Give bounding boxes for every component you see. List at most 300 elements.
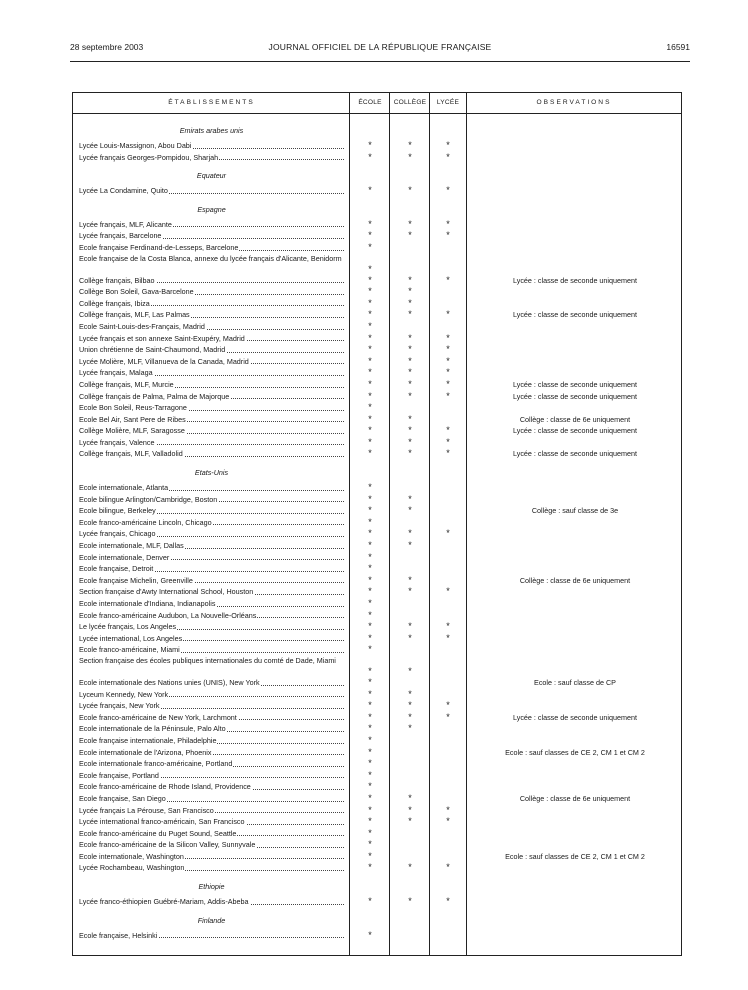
establishment-name	[79, 552, 344, 564]
table-row	[73, 286, 681, 298]
lycee-mark: *	[446, 344, 450, 355]
ecole-mark: *	[368, 390, 372, 401]
establishment-name	[79, 621, 344, 633]
ecole-mark: *	[368, 367, 372, 378]
table-row	[73, 677, 681, 689]
college-mark: *	[408, 665, 412, 676]
establishment-name	[79, 309, 344, 321]
page-number: 16591	[666, 42, 690, 52]
college-mark: *	[408, 297, 412, 308]
ecole-mark: *	[368, 402, 372, 413]
lycee-mark: *	[446, 230, 450, 241]
establishment-name	[79, 402, 344, 414]
establishment-name	[79, 333, 344, 345]
col-header-lycee: LYCÉE	[436, 99, 460, 106]
establishment-label: Lycée français La Pérouse, San Francisco	[79, 805, 214, 815]
establishment-name	[79, 563, 344, 575]
ecole-mark: *	[368, 827, 372, 838]
lycee-mark: *	[446, 185, 450, 196]
establishment-name	[79, 414, 344, 426]
college-mark: *	[408, 309, 412, 320]
ecole-mark: *	[368, 355, 372, 366]
establishment-label: Lycée franco-éthiopien Guébré-Mariam, Addis-Abeba	[79, 897, 249, 907]
observation-text: Collège : classe de 6e uniquement	[519, 575, 631, 585]
establishment-label: Le lycée français, Los Angeles	[79, 622, 177, 632]
establishment-label: Ecole internationale, Denver	[79, 552, 170, 562]
country-name: Emirats arabes unis	[179, 126, 244, 135]
observation-text: Lycée : classe de seconde uniquement	[513, 310, 637, 320]
establishment-label: Ecole bilingue, Berkeley	[79, 506, 156, 516]
header-title: JOURNAL OFFICIEL DE LA RÉPUBLIQUE FRANÇAISE	[268, 42, 492, 52]
country-name: Ethiopie	[198, 882, 225, 892]
table-row	[73, 563, 681, 575]
ecole-mark: *	[368, 344, 372, 355]
establishment-label: Collège français, Ibiza	[79, 298, 150, 308]
ecole-mark: *	[368, 286, 372, 297]
table-row	[73, 414, 681, 426]
table-row	[73, 367, 681, 379]
establishment-label: Ecole Saint-Louis-des-Français, Madrid	[79, 321, 205, 331]
ecole-mark: *	[368, 688, 372, 699]
establishment-label: Ecole française Michelin, Greenville	[79, 575, 193, 585]
establishment-name	[79, 805, 344, 817]
establishment-name	[79, 242, 344, 254]
lycee-mark: *	[446, 621, 450, 632]
college-mark: *	[408, 218, 412, 229]
ecole-mark: *	[368, 218, 372, 229]
lycee-mark: *	[446, 140, 450, 150]
lycee-mark: *	[446, 367, 450, 378]
table-row	[73, 610, 681, 622]
country-heading	[73, 878, 681, 891]
college-mark: *	[408, 425, 412, 436]
lycee-mark: *	[446, 862, 450, 873]
lycee-mark: *	[446, 390, 450, 401]
establishment-name	[79, 230, 344, 242]
establishment-label: Lycée international, Los Angeles	[79, 633, 183, 643]
observation-text: Lycée : classe de seconde uniquement	[513, 449, 637, 459]
lycee-mark: *	[446, 700, 450, 711]
establishment-label: Ecole franco-américaine, Miami	[79, 645, 180, 655]
table-row	[73, 700, 681, 712]
establishment-name	[79, 391, 344, 403]
establishment-name	[79, 758, 344, 770]
ecole-mark: *	[368, 574, 372, 585]
establishment-name	[79, 930, 344, 942]
ecole-mark: *	[368, 332, 372, 343]
country-name: Equateur	[196, 171, 227, 181]
observation-text: Ecole : sauf classes de CE 2, CM 1 et CM 2	[505, 747, 645, 757]
establishment-name	[79, 700, 344, 712]
ecole-mark: *	[368, 758, 372, 769]
ecole-mark: *	[368, 378, 372, 389]
ecole-mark: *	[368, 425, 372, 436]
table-row	[73, 505, 681, 517]
establishment-label: Collège Bon Soleil, Gava-Barcelone	[79, 287, 194, 297]
ecole-mark: *	[368, 723, 372, 734]
establishment-label: Collège français, MLF, Las Palmas	[79, 310, 190, 320]
table-row	[73, 494, 681, 506]
college-mark: *	[408, 528, 412, 539]
table-row	[73, 586, 681, 598]
establishment-name	[79, 517, 344, 529]
establishment-label: Ecole internationale d'Indiana, Indianapolis	[79, 599, 216, 608]
establishment-name	[79, 448, 344, 460]
observation-text: Lycée : classe de seconde uniquement	[513, 712, 637, 722]
ecole-mark: *	[368, 632, 372, 643]
establishment-name	[79, 437, 344, 449]
college-mark: *	[408, 413, 412, 424]
establishment-name	[79, 140, 344, 152]
college-mark: *	[408, 355, 412, 366]
country-name: Finlande	[197, 915, 226, 925]
establishment-label: Ecole bilingue Arlington/Cambridge, Boston	[79, 494, 218, 504]
table-row	[73, 321, 681, 333]
establishment-name	[79, 735, 344, 747]
college-mark: *	[408, 505, 412, 516]
observation-text: Lycée : classe de seconde uniquement	[513, 391, 637, 401]
table-row	[73, 747, 681, 759]
establishment-label: Ecole française, Helsinki	[79, 930, 158, 940]
table-row	[73, 723, 681, 735]
table-row	[73, 448, 681, 460]
establishment-label: Ecole internationale de la Péninsule, Palo Alto	[79, 724, 226, 734]
ecole-mark: *	[368, 665, 372, 676]
ecole-mark: *	[368, 320, 372, 331]
establishment-label: Union chrétienne de Saint-Chaumond, Madrid	[79, 345, 226, 355]
col-header-observations: OBSERVATIONS	[536, 99, 612, 106]
table-row	[73, 437, 681, 449]
table-row	[73, 781, 681, 793]
establishment-label: Section française des écoles publiques internationales du comté de Dade, Miami	[79, 655, 336, 665]
college-mark: *	[408, 621, 412, 632]
establishment-name	[79, 575, 344, 587]
ecole-mark: *	[368, 309, 372, 320]
college-mark: *	[408, 896, 412, 907]
establishment-label: Ecole française, Portland	[79, 770, 159, 780]
ecole-mark: *	[368, 436, 372, 447]
ecole-mark: *	[368, 676, 372, 687]
observation-text: Ecole : sauf classes de CE 2, CM 1 et CM 2	[505, 851, 645, 861]
ecole-mark: *	[368, 792, 372, 803]
table-row	[73, 598, 681, 610]
ecole-mark: *	[368, 746, 372, 757]
observation-text: Ecole : sauf classe de CP	[534, 677, 616, 687]
establishment-label: Ecole internationale, Atlanta	[79, 483, 169, 493]
establishment-label: Ecole franco-américaine de New York, Larchmont	[79, 712, 237, 722]
establishment-name	[79, 482, 344, 494]
country-heading	[73, 464, 681, 477]
table-row	[73, 185, 681, 197]
table-row	[73, 712, 681, 724]
table-row	[73, 298, 681, 310]
ecole-mark: *	[368, 850, 372, 861]
establishment-name	[79, 321, 344, 333]
table-row	[73, 344, 681, 356]
college-mark: *	[408, 792, 412, 803]
table-row	[73, 242, 681, 254]
establishment-name	[79, 723, 344, 735]
ecole-mark: *	[368, 551, 372, 562]
establishment-label: Ecole franco-américaine Lincoln, Chicago	[79, 517, 212, 527]
country-name: Etats-Unis	[194, 468, 229, 478]
establishment-name	[79, 793, 344, 805]
establishment-label: Lycée français Georges-Pompidou, Sharjah	[79, 152, 219, 162]
establishment-name	[79, 862, 344, 874]
country-heading	[73, 122, 681, 135]
establishment-name	[79, 598, 344, 610]
lycee-mark: *	[446, 425, 450, 436]
page-header	[70, 42, 690, 56]
table-row	[73, 862, 681, 874]
establishment-name	[79, 644, 344, 656]
ecole-mark: *	[368, 493, 372, 504]
table-row	[73, 230, 681, 242]
establishment-name	[79, 275, 344, 287]
establishment-label: Ecole internationale, MLF, Dallas	[79, 541, 184, 551]
table-row	[73, 379, 681, 391]
college-mark: *	[408, 378, 412, 389]
ecole-mark: *	[368, 140, 372, 150]
ecole-mark: *	[368, 151, 372, 162]
spacer	[73, 113, 681, 122]
table-row	[73, 735, 681, 747]
ecole-mark: *	[368, 609, 372, 620]
ecole-mark: *	[368, 297, 372, 308]
country-heading	[73, 912, 681, 925]
college-mark: *	[408, 688, 412, 699]
table-row	[73, 793, 681, 805]
establishment-label: Ecole internationale, Washington	[79, 851, 184, 861]
ecole-mark: *	[368, 516, 372, 527]
country-heading	[73, 201, 681, 214]
lycee-mark: *	[446, 436, 450, 447]
establishment-label: Ecole française, San Diego	[79, 793, 166, 803]
establishment-name	[79, 896, 344, 908]
ecole-mark: *	[368, 241, 372, 252]
establishment-name	[79, 610, 344, 622]
establishment-label: Lycée Rochambeau, Washington	[79, 863, 185, 873]
lycee-mark: *	[446, 151, 450, 162]
establishment-label: Ecole franco-américaine de la Silicon Valley, Sunnyvale	[79, 840, 256, 850]
establishment-label: Lycée français, Barcelone	[79, 231, 162, 241]
ecole-mark: *	[368, 230, 372, 241]
college-mark: *	[408, 804, 412, 815]
establishment-name	[79, 356, 344, 368]
table-row	[73, 402, 681, 414]
col-header-ecole: ÉCOLE	[358, 99, 382, 106]
header-rule	[70, 61, 690, 62]
college-mark: *	[408, 140, 412, 150]
table-row	[73, 356, 681, 368]
establishment-name	[79, 656, 345, 666]
college-mark: *	[408, 816, 412, 827]
establishment-label: Lyceum Kennedy, New York	[79, 689, 169, 699]
table-row	[73, 517, 681, 529]
observation-text: Lycée : classe de seconde uniquement	[513, 275, 637, 285]
establishment-label: Lycée La Condamine, Quito	[79, 186, 168, 196]
college-mark: *	[408, 286, 412, 297]
college-mark: *	[408, 367, 412, 378]
establishment-label: Lycée Louis-Massignon, Abou Dabi	[79, 141, 192, 150]
establishment-label: Lycée français, Valence	[79, 437, 155, 447]
table-row	[73, 633, 681, 645]
ecole-mark: *	[368, 528, 372, 539]
table-row	[73, 391, 681, 403]
ecole-mark: *	[368, 781, 372, 792]
establishment-name	[79, 770, 344, 782]
establishment-name	[79, 344, 344, 356]
ecole-mark: *	[368, 482, 372, 493]
table-row	[73, 896, 681, 908]
establishment-name	[79, 379, 344, 391]
college-mark: *	[408, 586, 412, 597]
ecole-mark: *	[368, 448, 372, 459]
table-row	[73, 552, 681, 564]
observation-text: Lycée : classe de seconde uniquement	[513, 426, 637, 436]
ecole-mark: *	[368, 929, 372, 940]
establishment-name	[79, 781, 344, 793]
establishment-label: Ecole Bel Air, Sant Pere de Ribes	[79, 414, 186, 424]
establishment-label: Ecole française, Detroit	[79, 564, 154, 574]
table-row	[73, 930, 681, 942]
observation-text: Collège : sauf classe de 3e	[531, 506, 619, 516]
establishment-name	[79, 425, 344, 437]
ecole-mark: *	[368, 586, 372, 597]
col-header-college: COLLÈGE	[393, 99, 427, 106]
establishment-name	[79, 528, 344, 540]
table-body	[73, 113, 681, 941]
establishment-name	[79, 367, 344, 379]
table-row	[73, 309, 681, 321]
ecole-mark: *	[368, 185, 372, 196]
ecole-mark: *	[368, 413, 372, 424]
observation-text: Collège : classe de 6e uniquement	[519, 414, 631, 424]
ecole-mark: *	[368, 540, 372, 551]
lycee-mark: *	[446, 528, 450, 539]
establishment-label: Ecole Bon Soleil, Reus-Tarragone	[79, 403, 187, 413]
establishment-label: Collège français, MLF, Murcie	[79, 379, 174, 389]
establishment-label: Ecole franco-américaine de Rhode Island, Providence	[79, 782, 251, 792]
establishment-label: Ecole franco-américaine du Puget Sound, Seattle	[79, 828, 237, 838]
college-mark: *	[408, 632, 412, 643]
college-mark: *	[408, 230, 412, 241]
ecole-mark: *	[368, 816, 372, 827]
table-row	[73, 482, 681, 494]
ecole-mark: *	[368, 711, 372, 722]
table-row	[73, 805, 681, 817]
lycee-mark: *	[446, 896, 450, 907]
table-row	[73, 851, 681, 863]
establishment-label: Lycée international franco-américain, San Francisco	[79, 817, 245, 827]
ecole-mark: *	[368, 769, 372, 780]
establishment-name	[79, 689, 344, 701]
ecole-mark: *	[368, 274, 372, 285]
establishment-name	[79, 586, 344, 598]
col-header-etablissements: ÉTABLISSEMENTS	[168, 99, 255, 106]
establishment-name	[79, 540, 344, 552]
establishment-name	[79, 828, 344, 840]
establishment-name	[79, 816, 344, 828]
header-date: 28 septembre 2003	[70, 42, 144, 52]
college-mark: *	[408, 448, 412, 459]
college-mark: *	[408, 185, 412, 196]
establishment-name	[79, 298, 344, 310]
establishment-name	[79, 254, 345, 264]
establishment-name	[79, 851, 344, 863]
table-row	[73, 540, 681, 552]
college-mark: *	[408, 436, 412, 447]
college-mark: *	[408, 540, 412, 551]
table-row	[73, 275, 681, 287]
college-mark: *	[408, 862, 412, 873]
table-row	[73, 254, 681, 275]
college-mark: *	[408, 711, 412, 722]
lycee-mark: *	[446, 586, 450, 597]
ecole-mark: *	[368, 862, 372, 873]
establishment-name	[79, 494, 344, 506]
table-row	[73, 689, 681, 701]
ecole-mark: *	[368, 644, 372, 655]
establishment-label: Lycée français, Chicago	[79, 529, 156, 539]
table-row	[73, 770, 681, 782]
ecole-mark: *	[368, 839, 372, 850]
ecole-mark: *	[368, 804, 372, 815]
college-mark: *	[408, 493, 412, 504]
table-row	[73, 575, 681, 587]
lycee-mark: *	[446, 378, 450, 389]
establishment-label: Ecole française internationale, Philadelphie	[79, 735, 217, 745]
table-row	[73, 828, 681, 840]
college-mark: *	[408, 390, 412, 401]
establishment-label: Lycée Molière, MLF, Villanueva de la Canada, Madrid	[79, 356, 249, 366]
table-row	[73, 644, 681, 656]
establishment-label: Lycée français, New York	[79, 701, 160, 711]
college-mark: *	[408, 332, 412, 343]
establishment-label: Collège Molière, MLF, Saragosse	[79, 426, 185, 436]
college-mark: *	[408, 574, 412, 585]
table-row	[73, 152, 681, 164]
table-row	[73, 219, 681, 231]
establishment-name	[79, 185, 344, 197]
establishment-name	[79, 286, 344, 298]
establishment-name	[79, 839, 344, 851]
establishment-name	[79, 505, 344, 517]
lycee-mark: *	[446, 816, 450, 827]
ecole-mark: *	[368, 263, 372, 274]
lycee-mark: *	[446, 309, 450, 320]
ecole-mark: *	[368, 734, 372, 745]
establishment-name	[79, 677, 344, 689]
country-name: Espagne	[197, 204, 226, 214]
college-mark: *	[408, 723, 412, 734]
lycee-mark: *	[446, 355, 450, 366]
college-mark: *	[408, 274, 412, 285]
college-mark: *	[408, 151, 412, 162]
establishment-label: Collège français, MLF, Valladolid	[79, 449, 183, 459]
ecole-mark: *	[368, 896, 372, 907]
table-row	[73, 333, 681, 345]
ecole-mark: *	[368, 563, 372, 574]
ecole-mark: *	[368, 700, 372, 711]
establishment-name	[79, 712, 344, 724]
establishment-name	[79, 747, 344, 759]
lycee-mark: *	[446, 218, 450, 229]
lycee-mark: *	[446, 448, 450, 459]
ecole-mark: *	[368, 505, 372, 516]
establishment-label: Ecole internationale de l'Arizona, Phoenix	[79, 747, 212, 757]
college-mark: *	[408, 700, 412, 711]
